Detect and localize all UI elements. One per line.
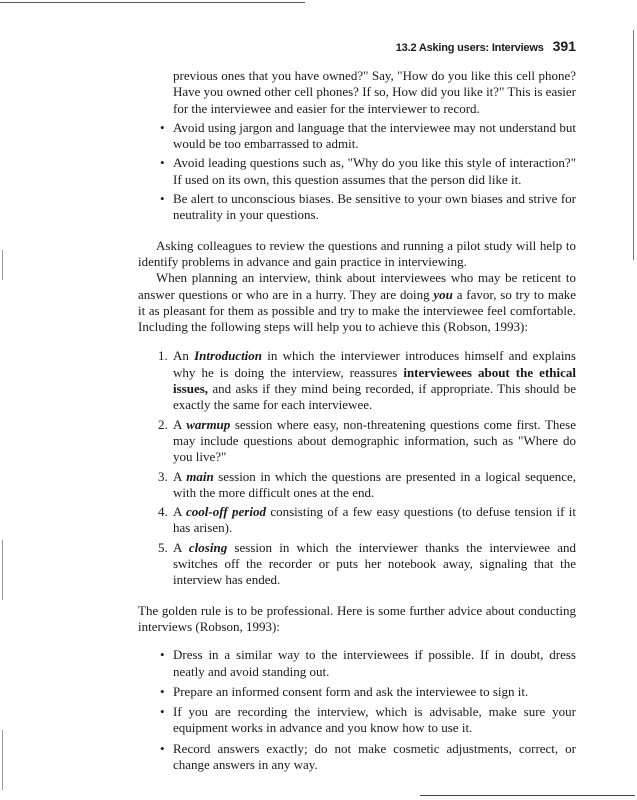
step-text: in which the interviewer introduces himself and explains why he is doing the interview, reassures [173, 348, 576, 380]
running-head: 13.2 Asking users: Interviews [395, 42, 544, 54]
step-text: A [173, 416, 187, 432]
top-rule [0, 2, 305, 3]
step-number: 1. [158, 348, 168, 364]
page-edge-left [2, 730, 3, 790]
paragraph-pilot: Asking colleagues to review the questions and running a pilot study will help to identify problems in advance and gain practice in interviewing. [138, 237, 576, 269]
list-item: • If you are recording the interview, which is advisable, make sure your equipment works in advance and you know how to use it. [173, 704, 576, 737]
step-text: session in which the questions are presented in a logical sequence, with the more difficult ones at the end. [173, 468, 577, 500]
advice-list [138, 647, 576, 773]
intro-continuation: previous ones that you have owned?" Say, "How do you like this cell phone? Have you owned other cell phones? If so, How did you like it?" This is easier for the interviewee and easier for the interviewer to record. [173, 68, 576, 116]
paragraph-golden-rule: The golden rule is to be professional. Here is some further advice about conducting interviews (Robson, 1993): [138, 602, 576, 634]
step-number: 3. [158, 468, 168, 484]
paragraph-planning-text: When planning an interview, think about interviewees who may be reticent to answer questions or who are in a hurry. They are doing [138, 270, 576, 302]
step-text: session in which the interviewer thanks the interviewee and switches off the recorder or puts her notebook away, signaling that the interview has ended. [173, 539, 576, 588]
guidelines-list [138, 120, 576, 224]
page-edge-right [633, 30, 634, 260]
body-text [138, 68, 576, 777]
step-number: 2. [158, 416, 168, 432]
list-item [158, 348, 576, 413]
step-text: and asks if they mind being recorded, if appropriate. This should be exactly the same for each interviewee. [173, 381, 576, 413]
step-number: 4. [158, 504, 168, 520]
list-item: • Avoid leading questions such as, "Why do you like this style of interaction?" If used on its own, this question assumes that the person did like it. [173, 155, 576, 188]
step-text: consisting of a few easy questions (to defuse tension if it has arisen). [173, 504, 577, 536]
page-number: 391 [552, 38, 576, 54]
list-item: • Prepare an informed consent form and ask the interviewee to sign it. [173, 684, 576, 700]
step-term: Introduction [194, 348, 263, 364]
list-item [158, 416, 577, 466]
step-term: cool-off period [186, 504, 266, 520]
list-item [158, 504, 577, 537]
list-item [158, 468, 577, 502]
step-text: session where easy, non-threatening questions come first. These may include questions about demographic information, such as "Where do you live?" [173, 416, 577, 465]
list-item: • Avoid using jargon and language that the interviewee may not understand but would be too embarrassed to admit. [173, 120, 576, 153]
step-text: A [173, 504, 187, 520]
paragraph-planning [138, 270, 576, 335]
page-edge-left [2, 540, 3, 600]
step-term: main [186, 468, 214, 484]
step-text: A [173, 468, 187, 484]
step-term: warmup [186, 416, 231, 432]
step-bold-phrase: interviewees about the ethical issues, [173, 364, 576, 397]
step-text: A [173, 539, 189, 555]
bottom-rule [420, 795, 635, 796]
page-edge-left [2, 250, 3, 280]
list-item: • Record answers exactly; do not make cosmetic adjustments, correct, or change answers in any way. [173, 741, 576, 774]
step-text: An [173, 348, 195, 364]
step-number: 5. [158, 539, 168, 555]
paragraph-planning-text: a favor, so try to make it as pleasant for them as possible and try to make the interviewee feel comfortable. Including the following steps will help you to achieve this (Robson, 1993): [138, 286, 576, 335]
list-item [158, 539, 576, 589]
step-term: closing [188, 539, 228, 555]
list-item: • Be alert to unconscious biases. Be sensitive to your own biases and strive for neutrality in your questions. [173, 191, 576, 224]
list-item: • Dress in a similar way to the interviewees if possible. If in doubt, dress neatly and avoid standing out. [173, 647, 576, 680]
interview-steps-list [138, 348, 576, 588]
emphasis-you: you [433, 286, 453, 302]
page-header [300, 38, 576, 56]
